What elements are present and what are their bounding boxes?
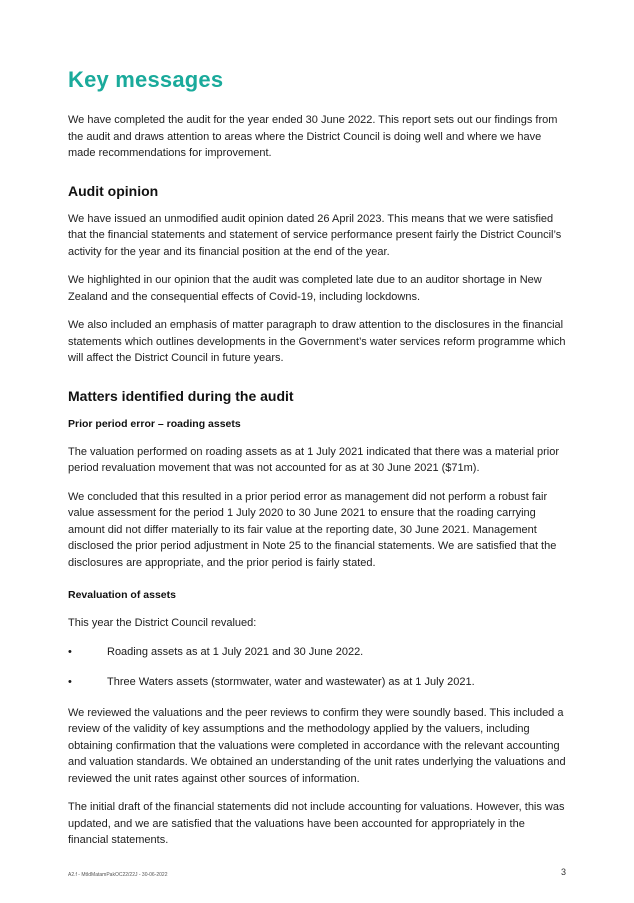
audit-opinion-heading: Audit opinion xyxy=(68,182,159,199)
list-item xyxy=(68,644,568,661)
list-item xyxy=(68,674,568,691)
audit-opinion-paragraph-1: We have issued an unmodified audit opinion dated 26 April 2023. This means that we were satisfied that the financial statements and statement of service performance present fairly the District Council’s activity for the year and its financial position at the end of the year. xyxy=(68,212,562,258)
page-number: 3 xyxy=(561,867,567,877)
intro-paragraph: We have completed the audit for the year ended 30 June 2022. This report sets out our findings from the audit and draws attention to areas where the District Council is doing well and where we have made recommendations for improvement. xyxy=(68,114,558,159)
bullet-icon: • xyxy=(68,645,72,658)
footer-doc-reference: A2.f - MtIdMatamPakOC22/22J - 30-06-2022 xyxy=(68,872,168,878)
audit-opinion-paragraph-2: We highlighted in our opinion that the audit was completed late due to an auditor shortage in New Zealand and the consequential effects of Covid-19, including lockdowns. xyxy=(68,274,542,303)
prior-period-heading: Prior period error – roading assets xyxy=(68,417,241,430)
revaluation-lead: This year the District Council revalued: xyxy=(68,617,257,629)
audit-opinion-paragraph-3: We also included an emphasis of matter paragraph to draw attention to the disclosures in the financial statements which outlines developments in the Government’s water services reform programme which will affect the District Council in future years. xyxy=(68,319,566,364)
list-item-text: Three Waters assets (stormwater, water and wastewater) as at 1 July 2021. xyxy=(107,676,475,688)
revaluation-paragraph-2: The initial draft of the financial statements did not include accounting for valuations. However, this was updated, and we are satisfied that the valuations have been accounted for appropriately in the financial statements. xyxy=(68,801,565,846)
bullet-icon: • xyxy=(68,676,72,688)
revaluation-heading: Revaluation of assets xyxy=(68,589,176,601)
page-content xyxy=(68,66,568,861)
revaluation-subsection xyxy=(68,587,568,849)
audit-opinion-section xyxy=(68,182,568,367)
page-title: Key messages xyxy=(68,67,224,92)
revaluation-paragraph-1: We reviewed the valuations and the peer reviews to confirm they were soundly based. This included a review of the validity of key assumptions and the methodology applied by the valuers, including obtaining confirmation that the valuations were completed in accordance with the relevant accounting and valuation standards. We obtained an understanding of the unit rates underlying the valuations and reviewed the unit rates against other sources of information. xyxy=(68,706,566,785)
matters-section xyxy=(68,387,568,849)
prior-period-paragraph-2: We concluded that this resulted in a prior period error as management did not perform a robust fair value assessment for the period 1 July 2020 to 30 June 2021 to ensure that the roading carrying amount did not differ materially to its fair value at the reporting date, 30 June 2021. Management disclosed the prior period adjustment in Note 25 to the financial statements. We are satisfied that the disclosures are appropriate, and the prior period is fairly stated. xyxy=(68,490,557,569)
prior-period-subsection xyxy=(68,416,568,572)
prior-period-paragraph-1: The valuation performed on roading assets as at 1 July 2021 indicated that there was a material prior period revaluation movement that was not accounted for as at 30 June 2021 ($71m). xyxy=(68,445,559,474)
list-item-text: Roading assets as at 1 July 2021 and 30 June 2022. xyxy=(107,645,364,658)
matters-heading: Matters identified during the audit xyxy=(68,387,294,404)
revaluation-list xyxy=(68,644,568,691)
